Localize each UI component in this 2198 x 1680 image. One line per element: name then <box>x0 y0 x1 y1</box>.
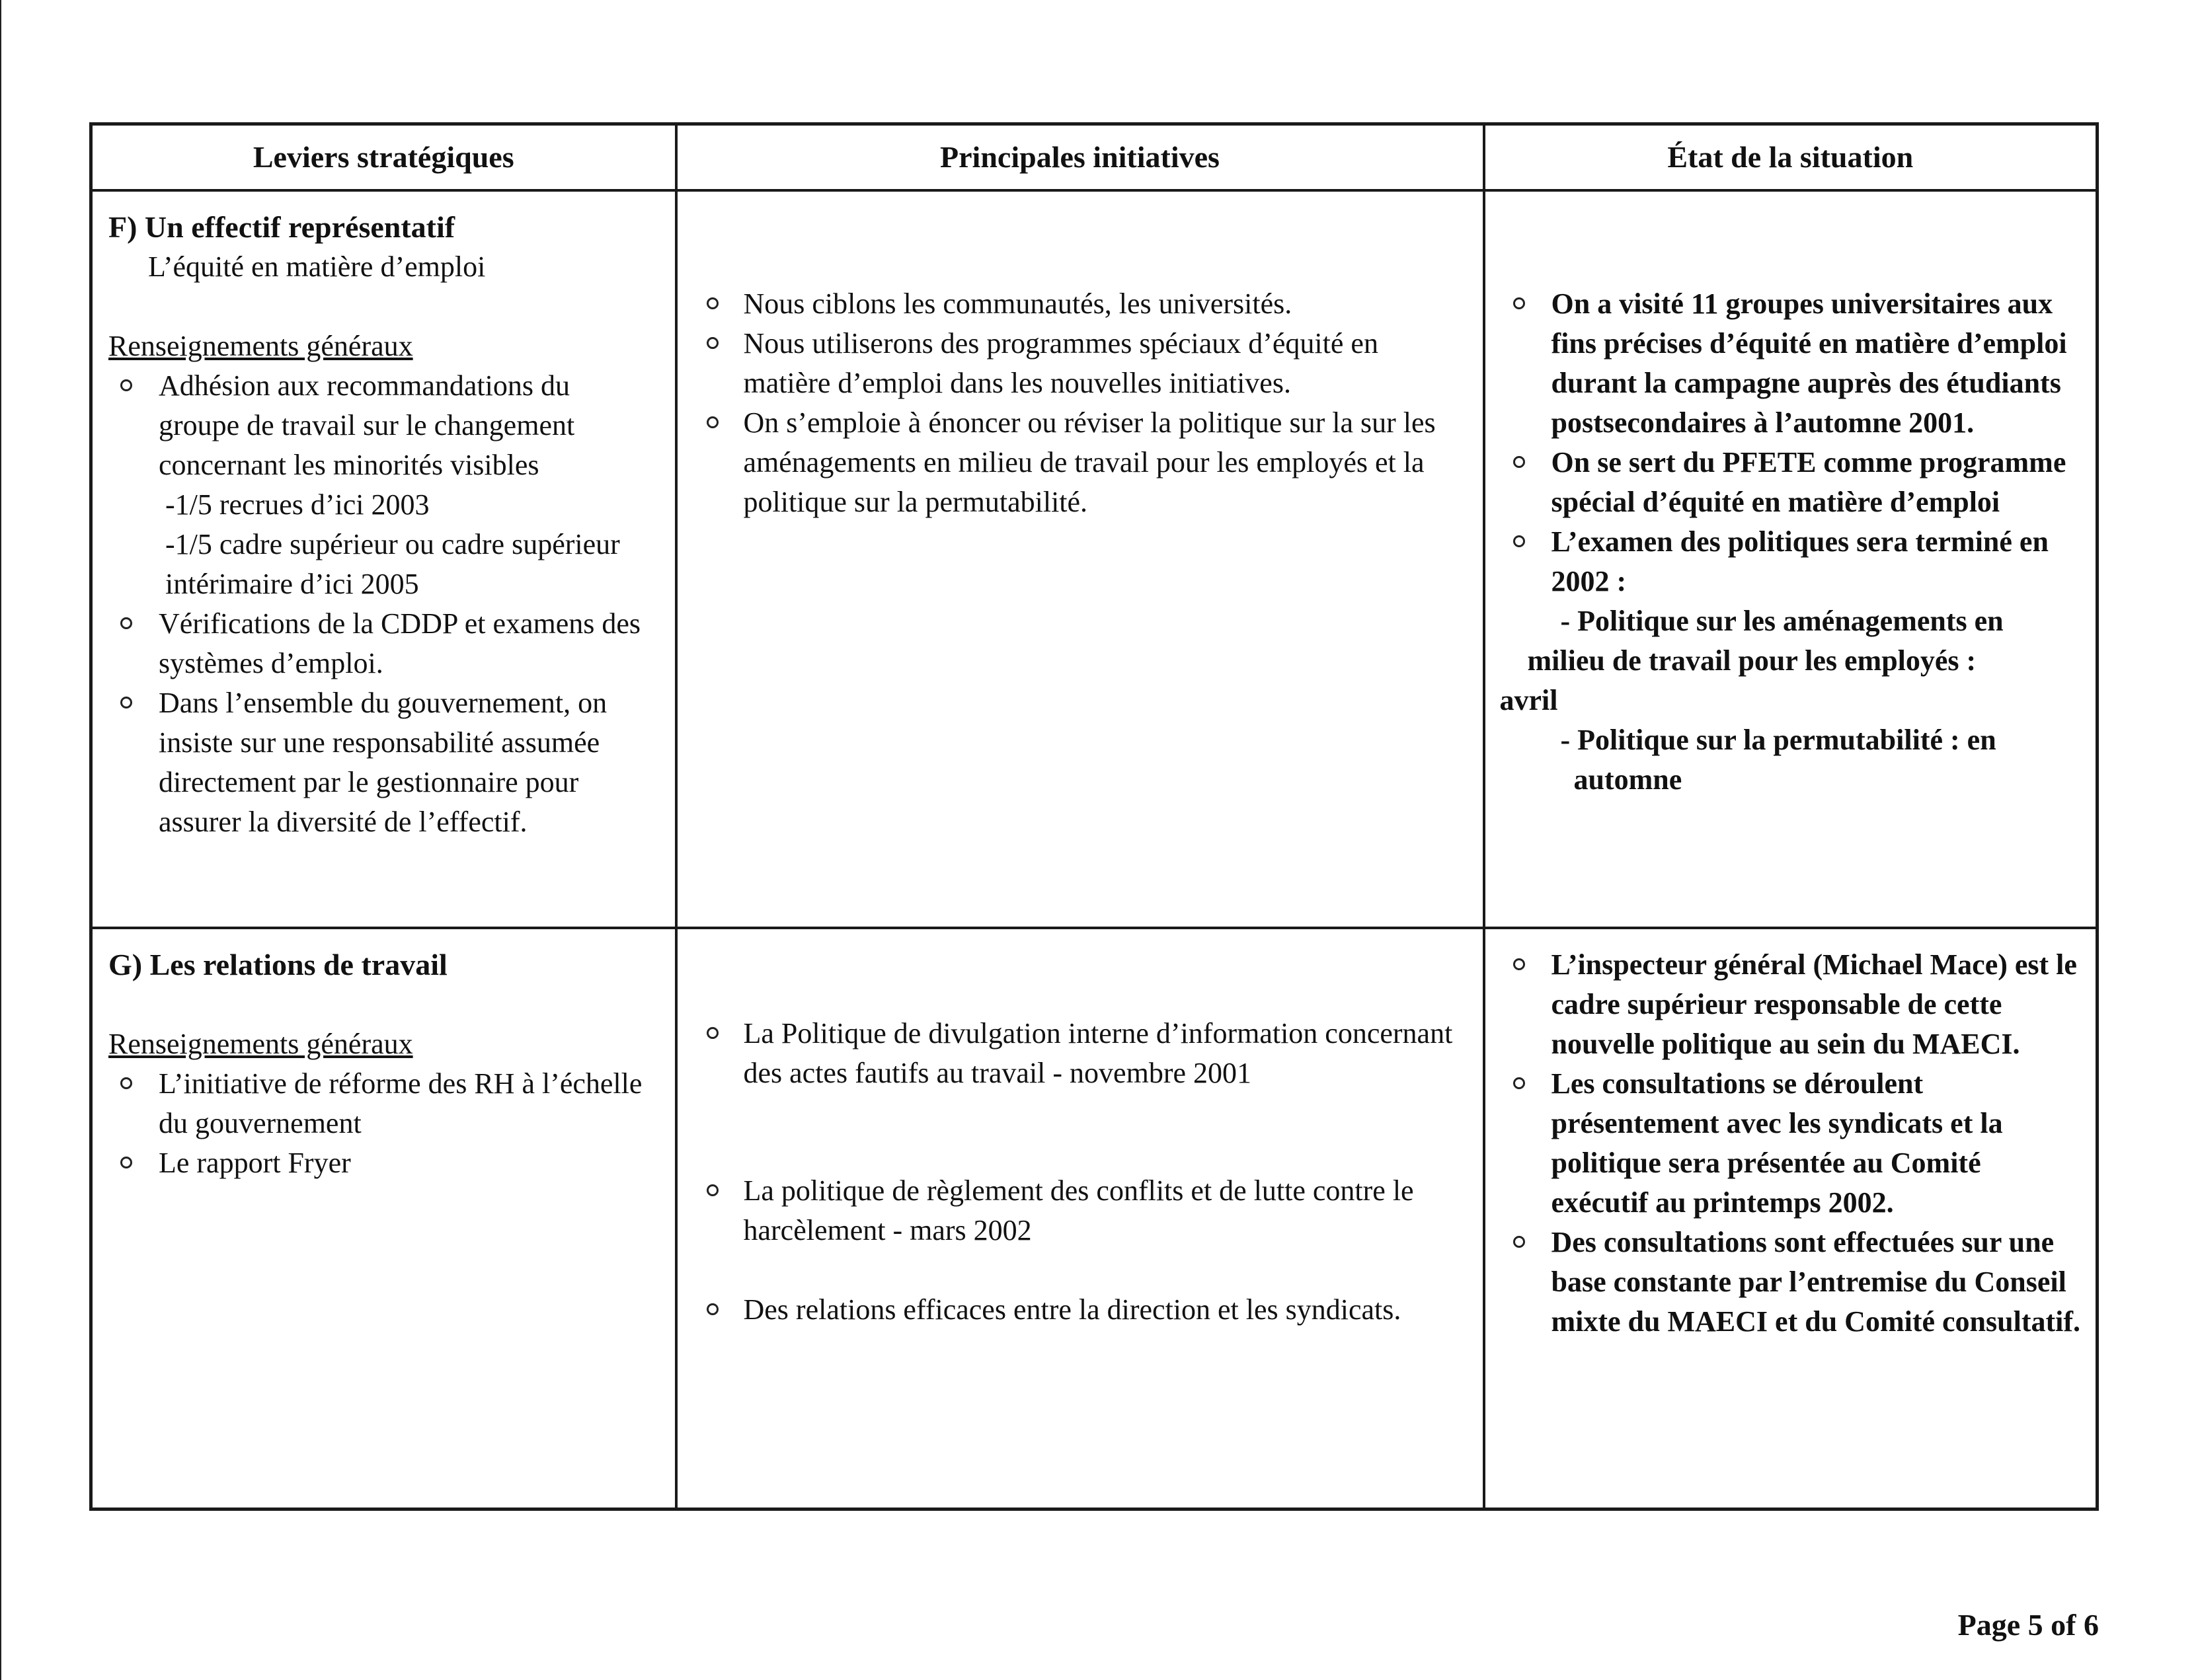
cell-g-levers <box>91 928 676 1509</box>
status-subline: milieu de travail pour les employés : <box>1527 644 1977 677</box>
bullet-icon <box>120 697 132 708</box>
cell-f-initiatives <box>676 190 1484 928</box>
list-item <box>693 1290 1463 1330</box>
list-item <box>108 683 655 842</box>
subheading-f: Renseignements généraux <box>108 330 413 362</box>
bullet-icon <box>707 416 719 428</box>
section-subtitle-f: L’équité en matière d’emploi <box>148 250 486 283</box>
lever-text: Dans l’ensemble du gouvernement, on insiste sur une responsabilité assumée directement par le gestionnaire pour assurer la diversité de l’effectif. <box>159 687 608 838</box>
list-item <box>1501 284 2083 443</box>
lever-text: Le rapport Fryer <box>159 1147 351 1179</box>
list-item <box>1501 1223 2083 1342</box>
list-item <box>108 1143 655 1183</box>
bullet-icon <box>1513 456 1525 468</box>
status-text: On a visité 11 groupes universitaires aux fins précises d’équité en matière d’emploi durant la campagne auprès des étudiants postsecondaires à l’automne 2001. <box>1551 287 2067 439</box>
list-item <box>108 1064 655 1143</box>
bullet-icon <box>120 379 132 391</box>
bullet-icon <box>707 1184 719 1196</box>
table-header-row <box>91 124 2098 191</box>
bullet-icon <box>707 297 719 309</box>
table-row-f <box>91 190 2098 928</box>
bullet-icon <box>1513 958 1525 970</box>
list-item <box>693 403 1463 522</box>
list-item <box>1501 1064 2083 1223</box>
cell-g-initiatives <box>676 928 1484 1509</box>
bullet-icon <box>1513 1236 1525 1248</box>
status-text: Les consultations se déroulent présentement avec les syndicats et la politique sera présentée au Comité exécutif au printemps 2002. <box>1551 1067 2003 1219</box>
strategy-table <box>89 122 2099 1511</box>
lever-text: L’initiative de réforme des RH à l’échelle du gouvernement <box>159 1067 643 1139</box>
lever-subline: -1/5 recrues d’ici 2003 <box>165 488 430 521</box>
initiative-text: On s’emploie à énoncer ou réviser la politique sur la sur les aménagements en milieu de travail pour les employés et la politique sur la permutabilité. <box>743 406 1436 518</box>
initiatives-list-g <box>693 1014 1463 1330</box>
page-edge <box>0 0 1 1680</box>
lever-subline: -1/5 cadre supérieur ou cadre supérieur intérimaire d’ici 2005 <box>165 528 620 600</box>
status-text: L’inspecteur général (Michael Mace) est le cadre supérieur responsable de cette nouvelle politique au sein du MAECI. <box>1551 948 2077 1060</box>
section-title-f: F) Un effectif représentatif <box>108 210 455 244</box>
initiative-text: La Politique de divulgation interne d’information concernant des actes fautifs au travail - novembre 2001 <box>743 1017 1453 1089</box>
initiatives-list-f <box>693 284 1463 522</box>
bullet-icon <box>707 1303 719 1315</box>
levers-list-f <box>108 366 655 842</box>
status-subline: avril <box>1499 684 1558 716</box>
table-row-g <box>91 928 2098 1509</box>
list-item <box>693 1014 1463 1093</box>
status-subline: - Politique sur la permutabilité : en <box>1560 724 1996 756</box>
initiative-text: La politique de règlement des conflits et de lutte contre le harcèlement - mars 2002 <box>743 1174 1414 1246</box>
page-number: Page 5 of 6 <box>1957 1608 2099 1642</box>
initiative-text: Nous utiliserons des programmes spéciaux d’équité en matière d’emploi dans les nouvelles initiatives. <box>743 327 1378 399</box>
list-item <box>1501 443 2083 522</box>
bullet-icon <box>1513 1077 1525 1089</box>
levers-list-g <box>108 1064 655 1183</box>
initiative-text: Des relations efficaces entre la direction et les syndicats. <box>743 1293 1401 1326</box>
list-item <box>693 284 1463 324</box>
bullet-icon <box>707 1027 719 1039</box>
list-item <box>108 604 655 683</box>
status-list-f <box>1501 284 2083 601</box>
status-text: L’examen des politiques sera terminé en 2002 : <box>1551 525 2049 597</box>
header-initiatives: Principales initiatives <box>676 124 1484 191</box>
status-subline: automne <box>1573 763 1682 796</box>
status-text: On se sert du PFETE comme programme spécial d’équité en matière d’emploi <box>1551 446 2066 518</box>
lever-text: Vérifications de la CDDP et examens des systèmes d’emploi. <box>159 607 641 679</box>
bullet-icon <box>120 1157 132 1168</box>
bullet-icon <box>707 337 719 349</box>
bullet-icon <box>120 617 132 629</box>
header-leviers: Leviers stratégiques <box>91 124 676 191</box>
cell-f-levers <box>91 190 676 928</box>
status-text: Des consultations sont effectuées sur une base constante par l’entremise du Conseil mixte du MAECI et du Comité consultatif. <box>1551 1226 2081 1338</box>
bullet-icon <box>1513 535 1525 547</box>
bullet-icon <box>1513 297 1525 309</box>
list-item <box>1501 522 2083 601</box>
lever-text: Adhésion aux recommandations du groupe de travail sur le changement concernant les minorités visibles <box>159 369 575 481</box>
cell-g-status <box>1484 928 2098 1509</box>
list-item <box>1501 945 2083 1064</box>
header-etat: État de la situation <box>1484 124 2098 191</box>
section-title-g: G) Les relations de travail <box>108 948 448 981</box>
list-item <box>693 1171 1463 1250</box>
initiative-text: Nous ciblons les communautés, les universités. <box>743 287 1292 320</box>
subheading-g: Renseignements généraux <box>108 1028 413 1060</box>
status-list-g <box>1501 945 2083 1342</box>
cell-f-status <box>1484 190 2098 928</box>
status-subline: - Politique sur les aménagements en <box>1560 605 2004 637</box>
list-item <box>108 366 655 604</box>
list-item <box>693 324 1463 403</box>
bullet-icon <box>120 1077 132 1089</box>
